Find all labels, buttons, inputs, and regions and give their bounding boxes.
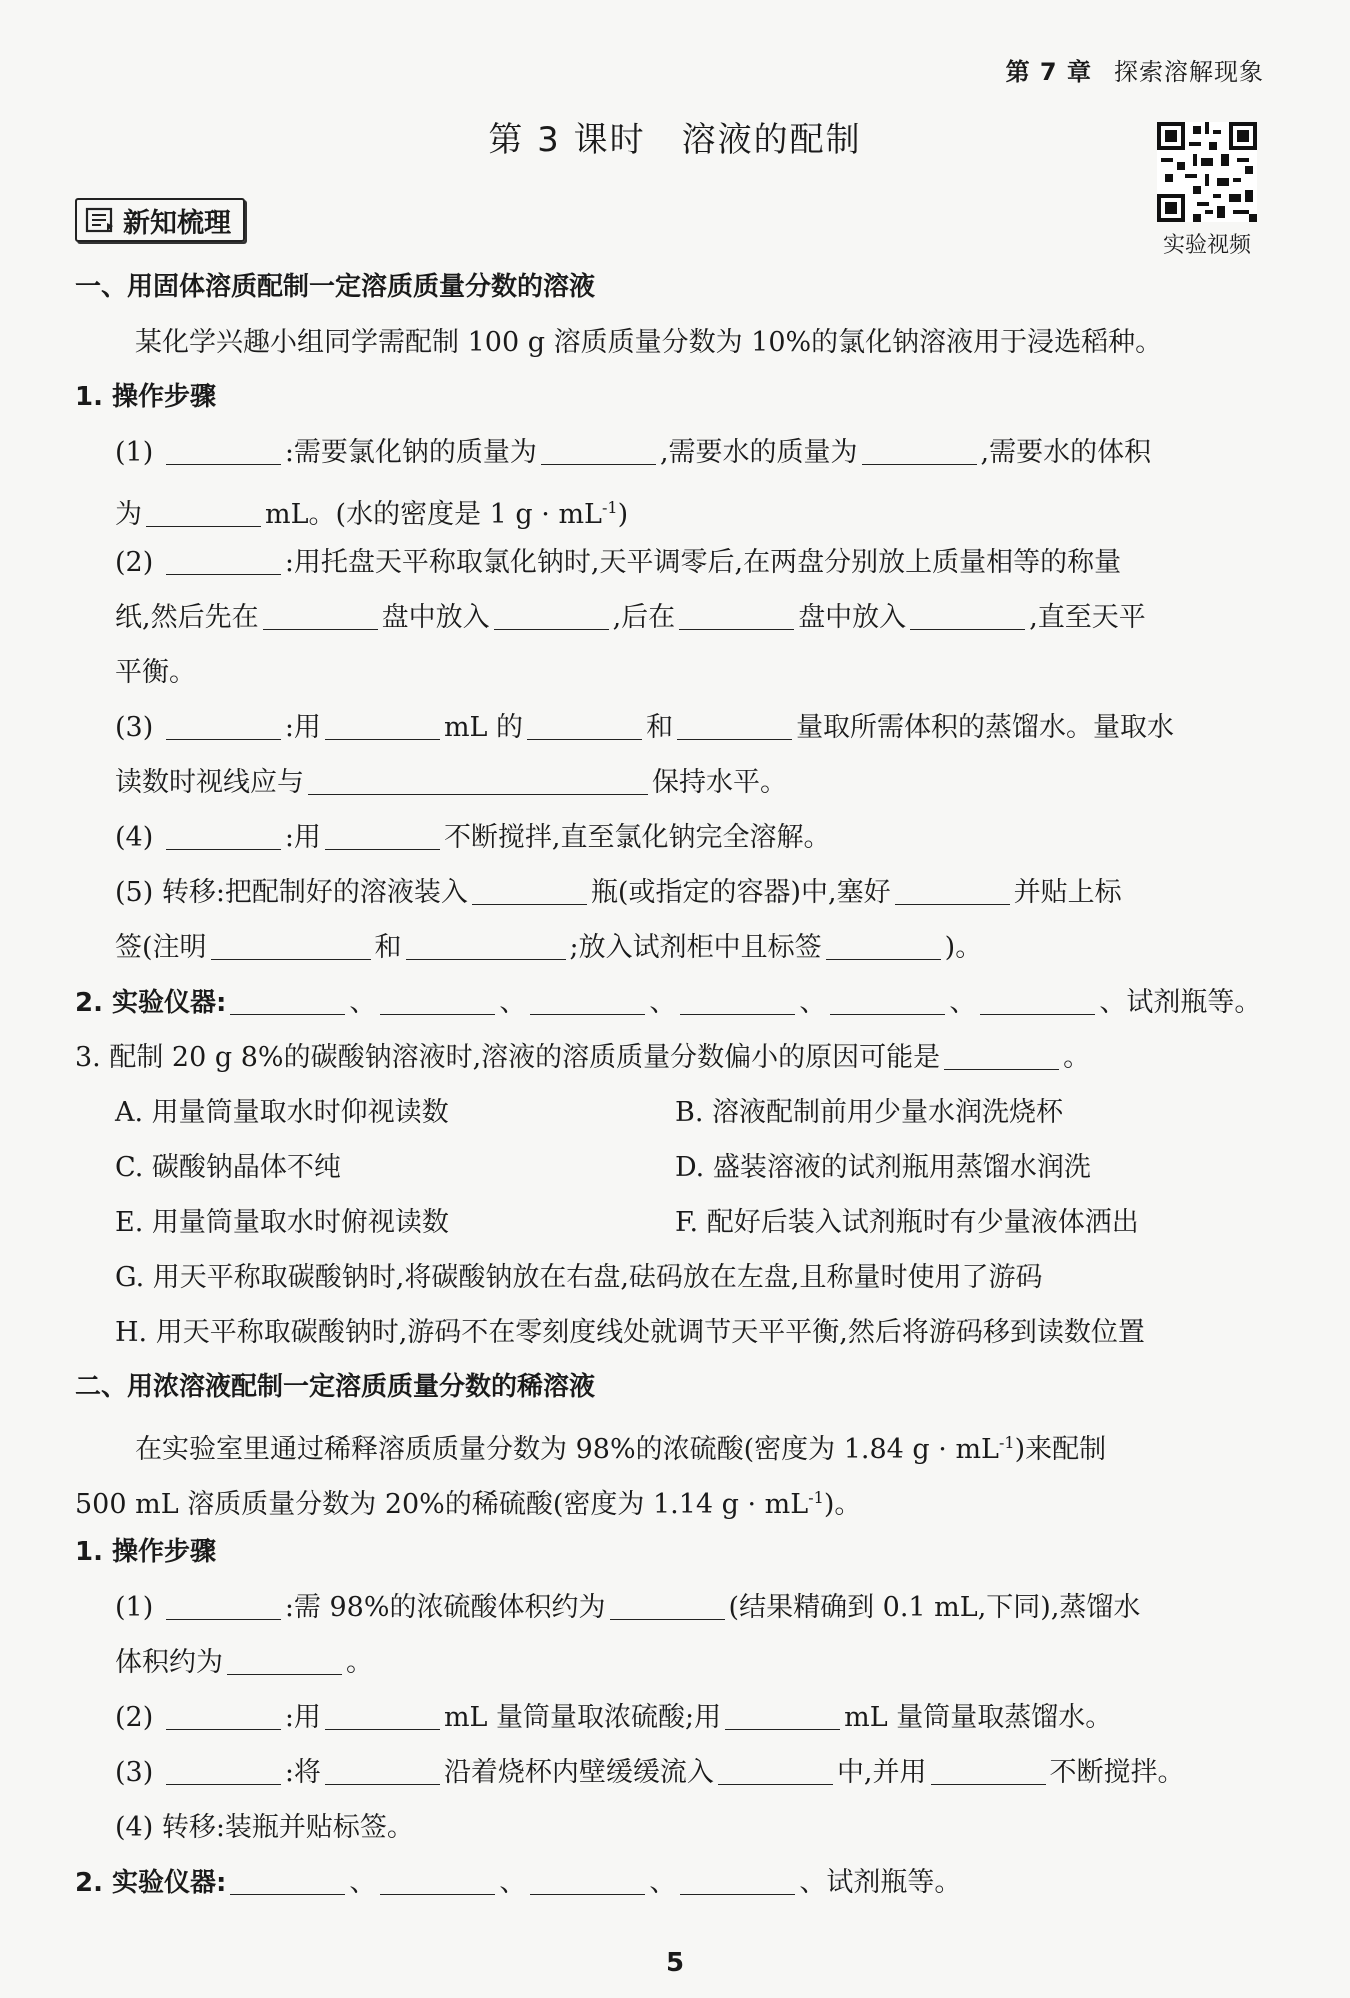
answer-blank[interactable] bbox=[166, 817, 281, 850]
answer-blank[interactable] bbox=[406, 927, 566, 960]
answer-blank[interactable] bbox=[679, 597, 794, 630]
option-a[interactable]: A. 用量筒量取水时仰视读数 bbox=[115, 1097, 449, 1128]
step-2-line-3: 平衡。 bbox=[115, 657, 196, 688]
qr-code-icon[interactable] bbox=[1157, 122, 1257, 222]
chapter-number: 第 7 章 bbox=[1005, 58, 1092, 86]
step-1-line-2: 为 mL。(水的密度是 1 $g \cdot mL^{-1}$) bbox=[75, 480, 1275, 535]
answer-blank[interactable] bbox=[146, 494, 261, 527]
answer-blank[interactable] bbox=[895, 872, 1010, 905]
answer-blank[interactable] bbox=[826, 927, 941, 960]
intro-paragraph-2-line-2: 500 mL 溶质质量分数为 20%的稀硫酸(密度为 1.14 $g \cdot mL^{-1}$)。 bbox=[75, 1488, 862, 1520]
qr-code-block[interactable] bbox=[1152, 122, 1262, 259]
lesson-number: 第 3 课时 bbox=[488, 120, 646, 160]
dilution-step-3: (3) :将 沿着烧杯内壁缓缓流入 中,并用 不断搅拌。 bbox=[75, 1745, 1275, 1800]
dilution-step-1-line-2: 体积约为 。 bbox=[75, 1635, 1275, 1690]
answer-blank[interactable] bbox=[680, 1862, 795, 1895]
answer-blank[interactable] bbox=[530, 1862, 645, 1895]
answer-blank[interactable] bbox=[862, 432, 977, 465]
answer-blank[interactable] bbox=[230, 1862, 345, 1895]
options-row-ab bbox=[75, 1085, 1275, 1140]
option-d[interactable]: D. 盛装溶液的试剂瓶用蒸馏水润洗 bbox=[675, 1152, 1091, 1183]
step-2-line-1: (2) :用托盘天平称取氯化钠时,天平调零后,在两盘分别放上质量相等的称量 bbox=[75, 535, 1275, 590]
answer-blank[interactable] bbox=[166, 1587, 281, 1620]
answer-blank[interactable] bbox=[680, 982, 795, 1015]
dilution-step-1-line-1: (1) :需 98%的浓硫酸体积约为 (结果精确到 0.1 mL,下同),蒸馏水 bbox=[75, 1580, 1275, 1635]
section-heading-1: 一、用固体溶质配制一定溶质质量分数的溶液 bbox=[75, 272, 596, 302]
answer-blank[interactable] bbox=[263, 597, 378, 630]
step-4-line: (4) :用 不断搅拌,直至氯化钠完全溶解。 bbox=[75, 810, 1275, 865]
option-e[interactable]: E. 用量筒量取水时俯视读数 bbox=[115, 1207, 449, 1238]
option-b[interactable]: B. 溶液配制前用少量水润洗烧杯 bbox=[675, 1097, 1064, 1128]
answer-blank[interactable] bbox=[166, 1697, 281, 1730]
answer-blank[interactable] bbox=[494, 597, 609, 630]
lesson-name: 溶液的配制 bbox=[681, 120, 862, 160]
step-1-line-1: (1) :需要氯化钠的质量为 ,需要水的质量为 ,需要水的体积 bbox=[75, 425, 1275, 480]
section-tag-label: 新知梳理 bbox=[123, 207, 231, 239]
instruments-question-1: 2. 实验仪器: 、 、 、 、 、 、试剂瓶等。 bbox=[75, 975, 1275, 1030]
answer-blank[interactable] bbox=[325, 1752, 440, 1785]
answer-blank[interactable] bbox=[472, 872, 587, 905]
content bbox=[75, 260, 1275, 1910]
answer-blank[interactable] bbox=[227, 1642, 342, 1675]
answer-blank[interactable] bbox=[610, 1587, 725, 1620]
page-number: 5 bbox=[665, 1948, 685, 1978]
answer-blank[interactable] bbox=[230, 982, 345, 1015]
answer-blank[interactable] bbox=[980, 982, 1095, 1015]
answer-blank[interactable] bbox=[325, 707, 440, 740]
option-c[interactable]: C. 碳酸钠晶体不纯 bbox=[115, 1152, 341, 1183]
step-5-line-1: (5) 转移:把配制好的溶液装入 瓶(或指定的容器)中,塞好 并贴上标 bbox=[75, 865, 1275, 920]
step-5-line-2: 签(注明 和 ;放入试剂柜中且标签 )。 bbox=[75, 920, 1275, 975]
qr-caption: 实验视频 bbox=[1162, 233, 1251, 258]
answer-blank[interactable] bbox=[380, 1862, 495, 1895]
section-tag bbox=[75, 198, 245, 242]
answer-blank[interactable] bbox=[541, 432, 656, 465]
options-row-cd bbox=[75, 1140, 1275, 1195]
intro-paragraph-2-line-1: 在实验室里通过稀释溶质质量分数为 98%的浓硫酸(密度为 1.84 $g \cdot mL^{-1}$)来配制 bbox=[135, 1433, 1107, 1465]
step-2-line-2: 纸,然后先在 盘中放入 ,后在 盘中放入 ,直至天平 bbox=[75, 590, 1275, 645]
option-f[interactable]: F. 配好后装入试剂瓶时有少量液体洒出 bbox=[675, 1207, 1139, 1238]
answer-blank[interactable] bbox=[931, 1752, 1046, 1785]
intro-paragraph-1: 某化学兴趣小组同学需配制 100 g 溶质质量分数为 10%的氯化钠溶液用于浸选稻种。 bbox=[135, 327, 1163, 358]
chapter-title: 探索溶解现象 bbox=[1114, 58, 1264, 86]
answer-blank[interactable] bbox=[677, 707, 792, 740]
answer-blank[interactable] bbox=[166, 707, 281, 740]
option-g[interactable]: G. 用天平称取碳酸钠时,将碳酸钠放在右盘,砝码放在左盘,且称量时使用了游码 bbox=[115, 1262, 1043, 1293]
book-icon bbox=[85, 206, 115, 234]
answer-blank[interactable] bbox=[830, 982, 945, 1015]
step-3-line-1: (3) :用 mL 的 和 量取所需体积的蒸馏水。量取水 bbox=[75, 700, 1275, 755]
lesson-title bbox=[0, 112, 1350, 161]
options-row-ef bbox=[75, 1195, 1275, 1250]
answer-blank[interactable] bbox=[530, 982, 645, 1015]
answer-blank[interactable] bbox=[527, 707, 642, 740]
answer-blank[interactable] bbox=[380, 982, 495, 1015]
answer-blank[interactable] bbox=[211, 927, 371, 960]
answer-blank[interactable] bbox=[325, 1697, 440, 1730]
answer-blank[interactable] bbox=[325, 817, 440, 850]
answer-blank[interactable] bbox=[166, 542, 281, 575]
option-h[interactable]: H. 用天平称取碳酸钠时,游码不在零刻度线处就调节天平平衡,然后将游码移到读数位置 bbox=[115, 1317, 1145, 1348]
section-heading-2: 二、用浓溶液配制一定溶质质量分数的稀溶液 bbox=[75, 1372, 596, 1402]
chapter-header bbox=[1006, 52, 1264, 87]
subheading-steps-1: 1. 操作步骤 bbox=[75, 382, 217, 412]
answer-blank[interactable] bbox=[166, 432, 281, 465]
answer-blank[interactable] bbox=[725, 1697, 840, 1730]
dilution-step-2: (2) :用 mL 量筒量取浓硫酸;用 mL 量筒量取蒸馏水。 bbox=[75, 1690, 1275, 1745]
answer-blank[interactable] bbox=[944, 1037, 1059, 1070]
answer-blank[interactable] bbox=[166, 1752, 281, 1785]
question-3: 3. 配制 20 g 8%的碳酸钠溶液时,溶液的溶质质量分数偏小的原因可能是 。 bbox=[75, 1030, 1275, 1085]
instruments-question-2: 2. 实验仪器: 、 、 、 、试剂瓶等。 bbox=[75, 1855, 1275, 1910]
dilution-step-4: (4) 转移:装瓶并贴标签。 bbox=[115, 1812, 414, 1843]
subheading-steps-2: 1. 操作步骤 bbox=[75, 1537, 217, 1567]
step-3-line-2: 读数时视线应与 保持水平。 bbox=[75, 755, 1275, 810]
answer-blank[interactable] bbox=[308, 762, 648, 795]
answer-blank[interactable] bbox=[718, 1752, 833, 1785]
answer-blank[interactable] bbox=[910, 597, 1025, 630]
